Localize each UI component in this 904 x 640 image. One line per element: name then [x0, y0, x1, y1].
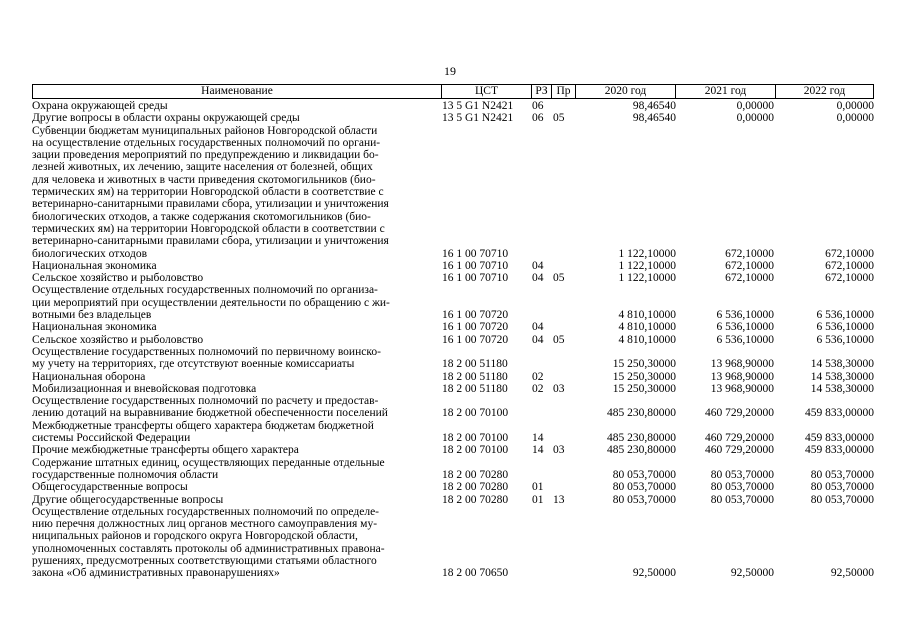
- cell-rz: 02: [532, 370, 544, 383]
- cell-rz: 14: [532, 444, 544, 457]
- cell-pr: 03: [553, 444, 565, 457]
- header-pr: Пр: [551, 85, 575, 98]
- cell-name: Охрана окружающей среды: [32, 100, 168, 112]
- table-row: [32, 383, 874, 395]
- table-row: [32, 444, 874, 456]
- cell-2022: 459 833,00000: [805, 432, 874, 445]
- cell-2022: 92,50000: [830, 567, 874, 580]
- cell-2020: 98,46540: [632, 100, 676, 112]
- table-row: [32, 395, 874, 420]
- cell-2022: 459 833,00000: [805, 407, 874, 420]
- cell-2022: 6 536,10000: [816, 333, 874, 346]
- table-row: [32, 481, 874, 493]
- cell-rz: 04: [532, 321, 544, 334]
- table-row: [32, 125, 874, 260]
- table-body: [32, 100, 874, 580]
- cell-2021: 80 053,70000: [710, 468, 774, 481]
- cell-2022: 80 053,70000: [810, 493, 874, 506]
- cell-rz: 01: [532, 481, 544, 494]
- cell-name: Осуществление отдельных государственных полномочий по организа- ции мероприятий при осуществлении деятельности по обращению с жи- вотными без владельцев: [32, 284, 390, 322]
- cell-name: Национальная оборона: [32, 370, 146, 383]
- cell-cst: 16 1 00 70710: [442, 247, 509, 260]
- cell-rz: 04: [532, 259, 544, 272]
- cell-cst: 16 1 00 70720: [442, 309, 509, 322]
- cell-name: Общегосударственные вопросы: [32, 481, 188, 494]
- cell-pr: 05: [553, 333, 565, 346]
- cell-2020: 80 053,70000: [612, 493, 676, 506]
- cell-name: Осуществление государственных полномочий по первичному воинско- му учету на территориях, где отсутствуют военные комиссариаты: [32, 345, 381, 371]
- cell-name: Межбюджетные трансферты общего характера бюджетам бюджетной системы Российской Федерации: [32, 419, 374, 445]
- table-row: [32, 272, 874, 284]
- cell-name: Сельское хозяйство и рыболовство: [32, 333, 204, 346]
- cell-2021: 6 536,10000: [716, 333, 774, 346]
- cell-2021: 460 729,20000: [705, 407, 774, 420]
- cell-2020: 15 250,30000: [612, 370, 676, 383]
- cell-2021: 460 729,20000: [705, 432, 774, 445]
- cell-cst: 18 2 00 70100: [442, 407, 509, 420]
- cell-2022: 672,10000: [825, 247, 874, 260]
- table-row: [32, 284, 874, 321]
- cell-name: Осуществление государственных полномочий по расчету и предостав- лению дотаций на выравнивание бюджетной обеспеченности поселений: [32, 395, 388, 420]
- cell-name: Национальная экономика: [32, 321, 157, 334]
- table-row: [32, 112, 874, 124]
- cell-pr: 05: [553, 272, 565, 285]
- cell-2022: 80 053,70000: [810, 468, 874, 481]
- cell-2020: 15 250,30000: [612, 358, 676, 371]
- cell-2020: 1 122,10000: [618, 272, 676, 285]
- cell-name: Содержание штатных единиц, осуществляющих переданные отдельные государственные полномочия области: [32, 456, 385, 481]
- cell-name: Субвенции бюджетам муниципальных районов Новгородской области на осуществление отдельных государственных полномочий по органи- зации проведения мероприятий по предупреждению и ликвидации бо- лезней животных, их лечению, защите населения от болезней, общих для человека и животных в части приведения скотомогильников (био- термических ям) на территории Новгородской области в соответствие с ветеринарно-санитарными правилами сбора, утилизации и уничтожения биологических отходов, а также содержания скотомогильников (био- термических ям) на территории Новгородской области в соответствии с ветеринарно-санитарными правилами сбора, утилизации и уничтожения биологических отходов: [32, 124, 389, 260]
- cell-2021: 460 729,20000: [705, 444, 774, 457]
- cell-cst: 18 2 00 70100: [442, 444, 509, 457]
- table-row: [32, 100, 874, 112]
- cell-pr: 05: [553, 112, 565, 125]
- header-2020: 2020 год: [575, 85, 675, 98]
- cell-cst: 18 2 00 51180: [442, 382, 508, 395]
- cell-cst: 18 2 00 70280: [442, 468, 509, 481]
- cell-2021: 92,50000: [730, 567, 774, 580]
- cell-rz: 01: [532, 493, 544, 506]
- cell-2020: 485 230,80000: [607, 444, 676, 457]
- cell-2020: 80 053,70000: [612, 481, 676, 494]
- cell-2022: 6 536,10000: [816, 309, 874, 322]
- cell-rz: 14: [532, 432, 544, 445]
- cell-2020: 485 230,80000: [607, 432, 676, 445]
- cell-2021: 6 536,10000: [716, 321, 774, 334]
- cell-2021: 13 968,90000: [710, 358, 774, 371]
- header-name: Наименование: [201, 85, 273, 97]
- cell-2020: 4 810,10000: [618, 321, 676, 334]
- cell-cst: 18 2 00 51180: [442, 370, 508, 383]
- cell-2021: 672,10000: [725, 259, 774, 272]
- table-row: [32, 506, 874, 580]
- table-row: [32, 346, 874, 371]
- cell-2021: 80 053,70000: [710, 481, 774, 494]
- cell-cst: 18 2 00 70280: [442, 481, 509, 494]
- cell-name: Прочие межбюджетные трансферты общего характера: [32, 444, 299, 457]
- cell-cst: 18 2 00 70100: [442, 432, 509, 445]
- cell-cst: 18 2 00 51180: [442, 358, 508, 371]
- table-row: [32, 494, 874, 506]
- table-header: [32, 84, 874, 99]
- cell-cst: 13 5 G1 N2421: [442, 112, 514, 125]
- cell-cst: 16 1 00 70720: [442, 321, 509, 334]
- cell-2020: 80 053,70000: [612, 468, 676, 481]
- cell-name: Мобилизационная и вневойсковая подготовка: [32, 382, 257, 395]
- cell-2021: 13 968,90000: [710, 382, 774, 395]
- cell-pr: 13: [553, 493, 565, 506]
- cell-rz: 02: [532, 382, 544, 395]
- cell-2021: 0,00000: [736, 112, 774, 125]
- cell-name: Сельское хозяйство и рыболовство: [32, 272, 204, 285]
- table-row: [32, 260, 874, 272]
- header-2022: 2022 год: [775, 85, 873, 98]
- cell-2022: 14 538,30000: [810, 358, 874, 371]
- cell-2021: 13 968,90000: [710, 370, 774, 383]
- cell-name: Другие вопросы в области охраны окружающей среды: [32, 112, 300, 125]
- cell-2022: 14 538,30000: [810, 382, 874, 395]
- cell-2022: 672,10000: [825, 259, 874, 272]
- table-row: [32, 371, 874, 383]
- table-row: [32, 321, 874, 333]
- cell-2020: 1 122,10000: [618, 259, 676, 272]
- cell-2022: 0,00000: [836, 100, 874, 112]
- cell-2020: 4 810,10000: [618, 333, 676, 346]
- cell-2022: 459 833,00000: [805, 444, 874, 457]
- cell-name: Осуществление отдельных государственных полномочий по определе- нию перечня должностных лиц органов местного самоуправления му- ниципальных районов и городского округа Новгородской области, уполномоченных составлять протоколы об административных правона- рушениях, предусмотренных соответствующими статьями областного закона «Об административных правонарушениях»: [32, 505, 385, 580]
- cell-2021: 672,10000: [725, 247, 774, 260]
- cell-pr: 03: [553, 382, 565, 395]
- cell-2020: 98,46540: [632, 112, 676, 125]
- table-row: [32, 420, 874, 445]
- cell-2021: 6 536,10000: [716, 309, 774, 322]
- cell-rz: 06: [532, 100, 544, 112]
- cell-2022: 14 538,30000: [810, 370, 874, 383]
- cell-2022: 672,10000: [825, 272, 874, 285]
- header-2021: 2021 год: [675, 85, 775, 98]
- cell-2022: 6 536,10000: [816, 321, 874, 334]
- cell-cst: 16 1 00 70710: [442, 272, 509, 285]
- cell-cst: 18 2 00 70650: [442, 567, 509, 580]
- cell-rz: 04: [532, 333, 544, 346]
- table-row: [32, 457, 874, 482]
- cell-name: Национальная экономика: [32, 259, 157, 272]
- cell-cst: 18 2 00 70280: [442, 493, 509, 506]
- header-cst: ЦСТ: [441, 85, 531, 98]
- cell-cst: 16 1 00 70720: [442, 333, 509, 346]
- cell-2022: 0,00000: [836, 112, 874, 125]
- cell-2021: 672,10000: [725, 272, 774, 285]
- cell-2020: 1 122,10000: [618, 247, 676, 260]
- cell-2020: 485 230,80000: [607, 407, 676, 420]
- cell-rz: 04: [532, 272, 544, 285]
- table-row: [32, 334, 874, 346]
- cell-cst: 16 1 00 70710: [442, 259, 509, 272]
- cell-cst: 13 5 G1 N2421: [442, 100, 514, 112]
- cell-2020: 92,50000: [632, 567, 676, 580]
- cell-2022: 80 053,70000: [810, 481, 874, 494]
- cell-2021: 80 053,70000: [710, 493, 774, 506]
- cell-rz: 06: [532, 112, 544, 125]
- cell-2020: 4 810,10000: [618, 309, 676, 322]
- page-number: 19: [444, 64, 456, 78]
- cell-2020: 15 250,30000: [612, 382, 676, 395]
- cell-name: Другие общегосударственные вопросы: [32, 493, 224, 506]
- header-rz: РЗ: [531, 85, 551, 98]
- cell-2021: 0,00000: [736, 100, 774, 112]
